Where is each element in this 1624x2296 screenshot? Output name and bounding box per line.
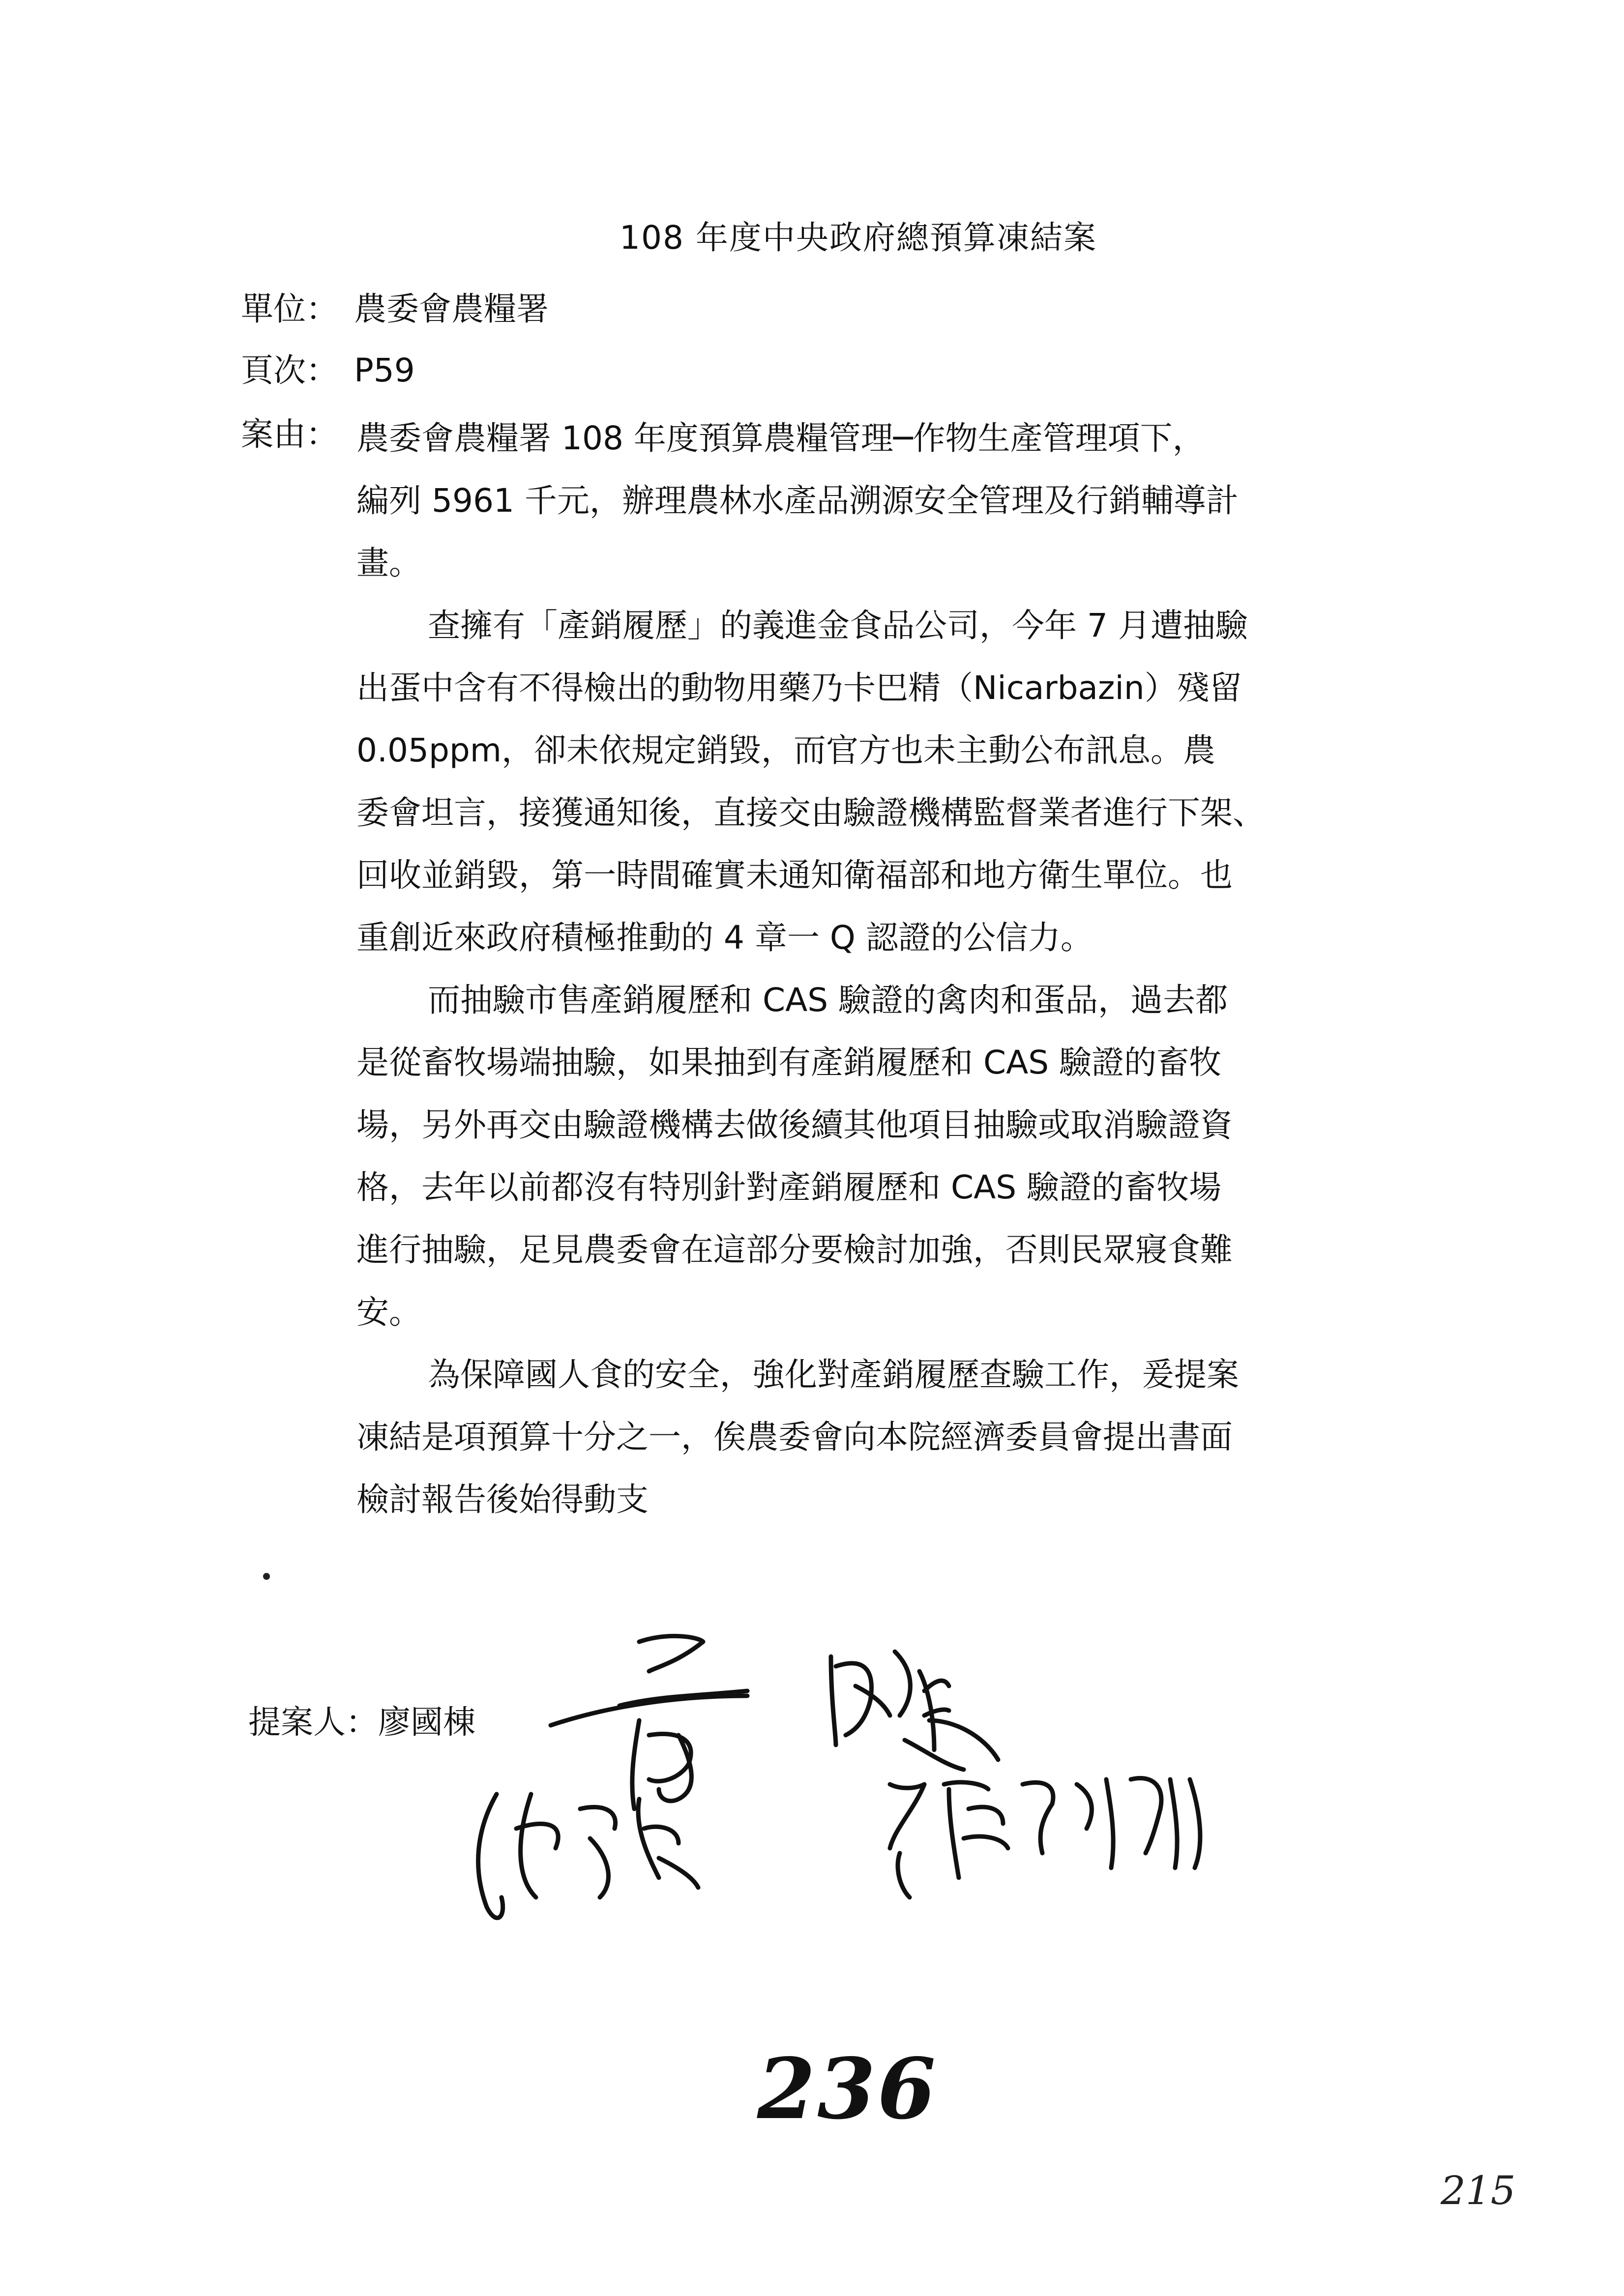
paragraph-2: 查擁有「產銷履歷」的義進金食品公司，今年 7 月遭抽驗 出蛋中含有不得檢出的動物用藥乃卡巴精（Nicarbazin）殘留 0.05ppm，卻未依規定銷毀，而官方也未主動公布訊息。農 委會坦言，接獲通知後，直接交由驗證機構監督業者進行下架、 回收並銷毀，第一時間確實未通知衛福部和地方衛生單位。也 重創近來政府積極推動的 4 章一 Q 認證的公信力。 — [356, 607, 1265, 957]
handwritten-page-number: 236 — [757, 2040, 938, 2138]
signature-3 — [890, 1778, 1200, 1898]
stray-period-mark — [263, 1573, 270, 1580]
unit-label: 單位： — [241, 290, 338, 328]
corner-page-number: 215 — [1441, 2168, 1516, 2213]
page-label: 頁次： — [241, 351, 338, 389]
paragraph-3: 而抽驗市售產銷履歷和 CAS 驗證的禽肉和蛋品，過去都 是從畜牧場端抽驗，如果抽到有產銷履歷和 CAS 驗證的畜牧 場，另外再交由驗證機構去做後續其他項目抽驗或取消驗證資 格，去年以前都沒有特別針對產銷履歷和 CAS 驗證的畜牧場 進行抽驗，足見農委會在這部分要檢討加強，否則民眾寢食難 安。 — [356, 981, 1233, 1331]
proposer-line: 提案人：廖國棟 — [248, 1703, 475, 1741]
reason-body — [356, 407, 1384, 1531]
handwritten-signatures — [403, 1622, 1239, 1966]
document-title: 108 年度中央政府總預算凍結案 — [620, 219, 1097, 257]
signature-1 — [551, 1636, 998, 1809]
unit-value: 農委會農糧署 — [354, 290, 549, 328]
signature-2 — [478, 1794, 698, 1918]
paragraph-1: 農委會農糧署 108 年度預算農糧管理─作物生產管理項下， 編列 5961 千元，辦理農林水產品溯源安全管理及行銷輔導計 畫。 — [356, 419, 1239, 582]
paragraph-4: 為保障國人食的安全，強化對產銷履歷查驗工作，爰提案 凍結是項預算十分之一，俟農委會向本院經濟委員會提出書面 檢討報告後始得動支 — [356, 1356, 1239, 1518]
page-field — [241, 344, 415, 391]
unit-field — [241, 283, 549, 329]
page-value: P59 — [354, 351, 415, 389]
reason-label: 案由： — [241, 415, 338, 453]
reason-field — [241, 408, 354, 455]
